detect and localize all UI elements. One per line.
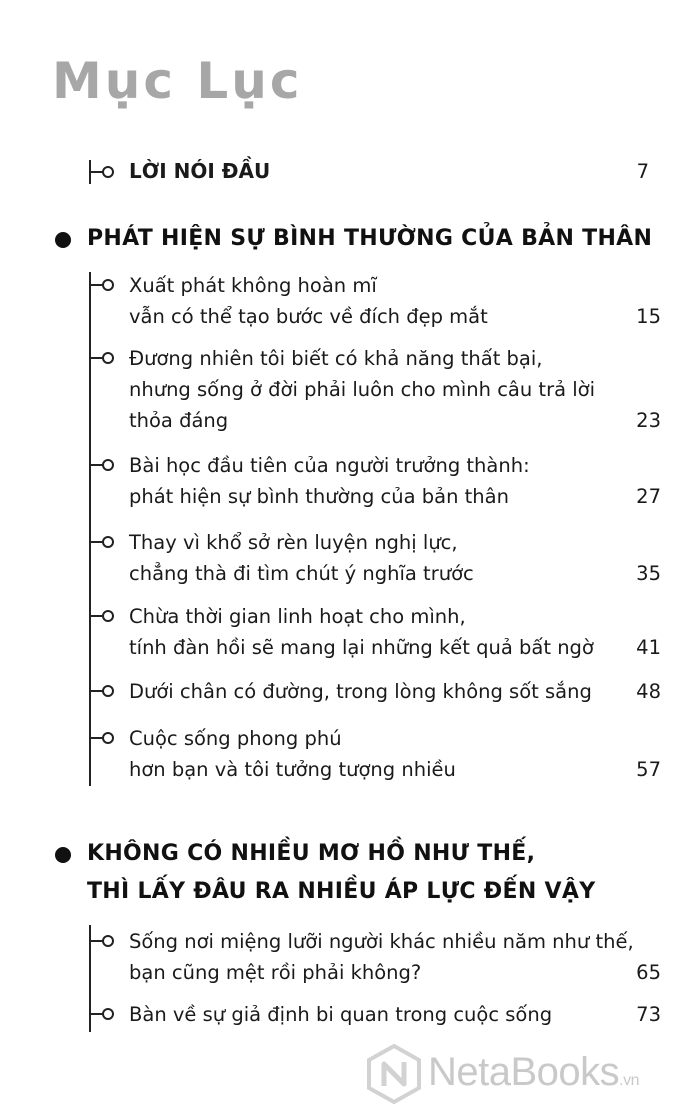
entry-tick-icon xyxy=(90,1008,114,1020)
entry-tick-icon xyxy=(90,459,114,471)
entry-line: Sống nơi miệng lưỡi người khác nhiều năm như thế, xyxy=(129,930,634,953)
entry-line: Bàn về sự giả định bi quan trong cuộc sống xyxy=(129,1003,553,1026)
entry-line: Bài học đầu tiên của người trưởng thành: xyxy=(129,454,530,477)
entry-tick-icon xyxy=(90,732,114,744)
entry-page: 35 xyxy=(636,562,661,585)
netabooks-logo-icon xyxy=(366,1044,422,1104)
section-2-heading: THÌ LẤY ĐÂU RA NHIỀU ÁP LỰC ĐẾN VẬY xyxy=(87,879,596,904)
entry-page: 41 xyxy=(636,636,661,659)
section-1-heading: PHÁT HIỆN SỰ BÌNH THƯỜNG CỦA BẢN THÂN xyxy=(87,226,653,251)
preface-page: 7 xyxy=(636,160,649,183)
entry-line: Cuộc sống phong phú xyxy=(129,727,342,750)
entry-tick-icon xyxy=(90,279,114,291)
entry-line: Dưới chân có đường, trong lòng không sốt sắng xyxy=(129,680,592,703)
page-title: Mục Lục xyxy=(52,52,303,110)
entry-line: hơn bạn và tôi tưởng tượng nhiều xyxy=(129,758,456,781)
entry-line: Thay vì khổ sở rèn luyện nghị lực, xyxy=(129,531,458,554)
entry-page: 15 xyxy=(636,305,661,328)
entry-line: Đương nhiên tôi biết có khả năng thất bại, xyxy=(129,347,543,370)
entry-line: vẫn có thể tạo bước về đích đẹp mắt xyxy=(129,305,488,328)
entry-page: 27 xyxy=(636,485,661,508)
section-2-heading: KHÔNG CÓ NHIỀU MƠ HỒ NHƯ THẾ, xyxy=(87,841,536,866)
watermark-tld: .vn xyxy=(619,1072,640,1089)
entry-page: 57 xyxy=(636,758,661,781)
section-1-rule xyxy=(89,272,91,786)
entry-line: chẳng thà đi tìm chút ý nghĩa trước xyxy=(129,562,474,585)
section-1-bullet xyxy=(55,232,71,248)
entry-tick-icon xyxy=(90,685,114,697)
entry-line: thỏa đáng xyxy=(129,409,229,432)
watermark-brand-name: NetaBooks xyxy=(428,1050,620,1094)
entry-page: 48 xyxy=(636,680,661,703)
entry-tick-icon xyxy=(90,935,114,947)
entry-tick-icon xyxy=(90,610,114,622)
entry-line: bạn cũng mệt rồi phải không? xyxy=(129,961,422,984)
entry-tick-icon xyxy=(90,352,114,364)
section-2-bullet xyxy=(55,847,71,863)
entry-line: phát hiện sự bình thường của bản thân xyxy=(129,485,509,508)
preface-tick-icon xyxy=(90,166,114,178)
entry-page: 65 xyxy=(636,961,661,984)
entry-line: nhưng sống ở đời phải luôn cho mình câu trả lời xyxy=(129,378,596,401)
watermark-brand xyxy=(428,1050,639,1095)
preface-label: LỜI NÓI ĐẦU xyxy=(129,159,271,183)
entry-tick-icon xyxy=(90,536,114,548)
entry-page: 73 xyxy=(636,1003,661,1026)
entry-line: Xuất phát không hoàn mĩ xyxy=(129,274,377,297)
entry-page: 23 xyxy=(636,409,661,432)
entry-line: tính đàn hồi sẽ mang lại những kết quả bất ngờ xyxy=(129,636,594,659)
entry-line: Chừa thời gian linh hoạt cho mình, xyxy=(129,605,466,628)
